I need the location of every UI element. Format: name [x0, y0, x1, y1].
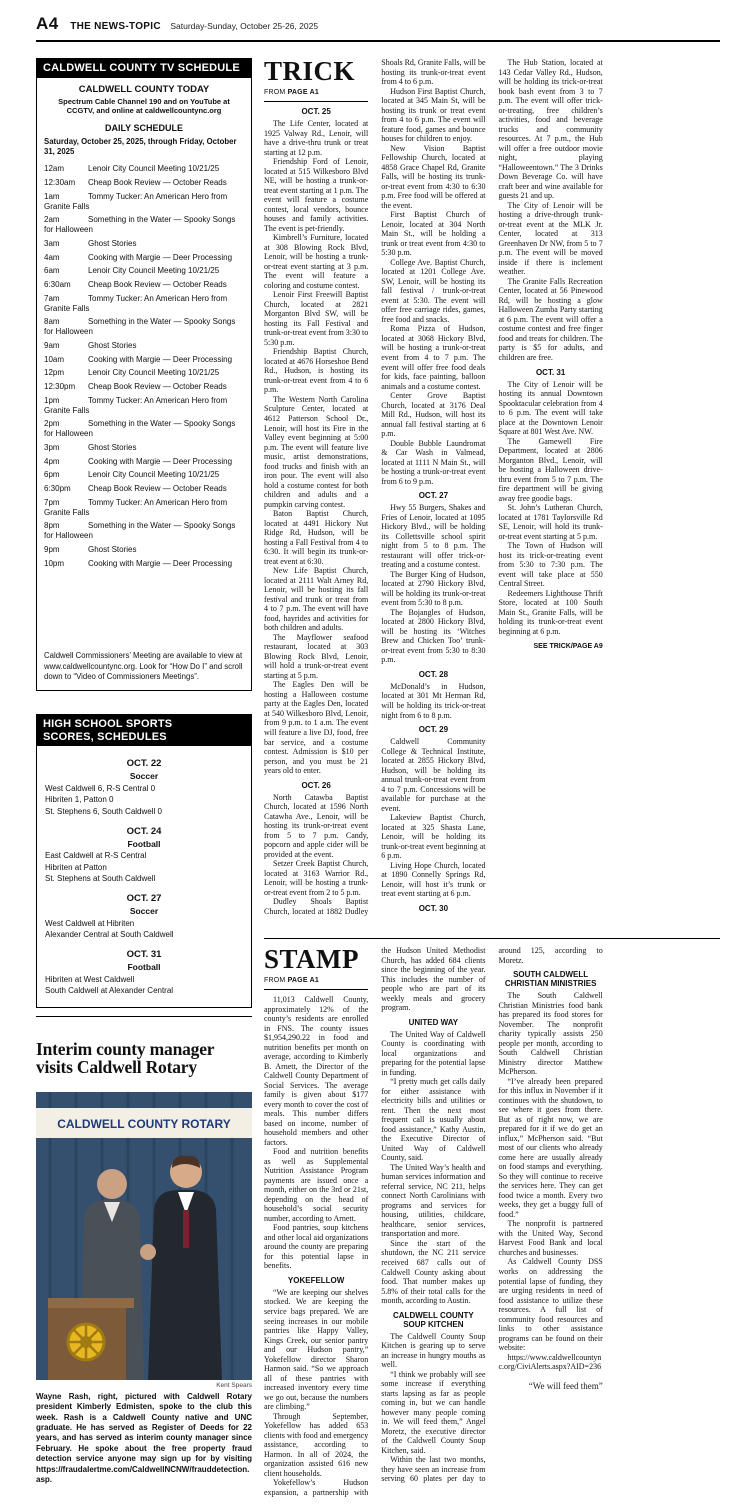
paragraph: Redeemers Lighthouse Thrift Store, located at 100 South Main St., Granite Falls, will be holding its trunk-or-treat event beginning at 6 p.m.: [498, 588, 603, 636]
paragraph: The South Caldwell Christian Ministries food bank has prepared its food stores for November. The nonprofit charity typically assists 250 people per month, according to South Caldwell Christian Ministry director Matthew McPherson.: [498, 991, 603, 1077]
tv-entry-program: Ghost Stories: [88, 544, 137, 554]
rotary-banner-text: CALDWELL COUNTY ROTARY: [57, 1116, 231, 1131]
tv-entry: [44, 178, 244, 188]
paragraph: Roma Pizza of Hudson, located at 3068 Hickory Blvd, will be hosting a trunk-or-treat event from 4 to 7 p.m. The event will offer free food deals for kids, face painting, balloon animals and a costume contest.: [381, 324, 486, 391]
paragraph: Through September, Yokefellow has added 653 clients with food and emergency assistance, according to Harmon. In all of 2024, the organization assisted 616 new client households.: [264, 1411, 369, 1478]
tv-entry-time: 7pm: [44, 497, 60, 507]
tv-entry-time: 12:30am: [44, 178, 76, 188]
trick-flow: [264, 58, 603, 924]
tv-entry-program: Lenoir City Council Meeting 10/21/25: [88, 266, 220, 276]
paragraph: “I pretty much get calls daily for either assistance with electricity bills and utilities or rent. Then the next most frequent call is usually about food assistance,” Kathy Austin, the Executive Director of United Way of Caldwell County, said.: [381, 1077, 486, 1163]
sports-date: OCT. 31: [126, 949, 162, 961]
sports-result-line: West Caldwell at Hibriten: [45, 918, 135, 928]
tv-entry-program: Tommy Tucker: An American Hero from Granite Falls: [44, 191, 228, 211]
tv-entry-time: 8pm: [44, 521, 60, 531]
tv-entry-time: 10am: [44, 354, 65, 364]
rotary-headline: Interim county manager visits Caldwell Rotary: [36, 1038, 215, 1078]
paragraph: Hwy 55 Burgers, Shakes and Fries of Lenoir, located at 1095 Hickory Blvd., will be holding its Collettsville school spirit night from 5 to 8 p.m. The restaurant will offer trick-or-treating and a costume contest.: [381, 503, 486, 570]
sports-date: OCT. 24: [126, 825, 162, 837]
paragraph: College Ave. Baptist Church, located at 1201 College Ave. SW, Lenoir, will be hosting its fall festival / trunk-or-treat event at 5:30. The event will offer free carriage rides, games, free food and snacks.: [381, 257, 486, 324]
tv-entry: [44, 545, 244, 555]
tv-entry: [44, 470, 244, 480]
paragraph: The Hub Station, located at 143 Cedar Valley Rd., Hudson, will be holding its trick-or-treat book bash event from 3 to 7 p.m. The event will offer trick-or-treating, free children’s activities, food and beverage trucks and community resources. At 7 p.m., the Hub will offer a free outdoor movie night, playing “Halloweentown.” The 3 Drinks Down Beverage Co. will have craft beer and wine available for guests 21 and up.: [498, 58, 603, 201]
trick-headline-block: [264, 58, 368, 102]
stamp-flow: [264, 946, 603, 1498]
rotary-photo: [36, 1092, 252, 1380]
tv-entry-program: Cooking with Margie — Deer Processing: [88, 456, 233, 466]
tv-entry-program: Tommy Tucker: An American Hero from Granite Falls: [44, 293, 228, 313]
sports-result-line: West Caldwell 6, R-S Central 0: [45, 783, 156, 793]
paragraph: “We are keeping our shelves stocked. We are keeping the service bags prepared. We are seeing increases in our mobile pantries like Happy Valley, Kings Creek, our senior pantry and our Hudson pantry,” Yokefellow director Sharon Harmon said. “So we approach all of these pantries with increased inventory every time we go out, because the numbers are climbing.”: [264, 1287, 369, 1412]
trick-frompage: [264, 89, 368, 96]
sports-sport: Football: [127, 838, 161, 849]
stamp-headline: STAMP: [264, 944, 359, 974]
tv-schedule-subtitle: Spectrum Cable Channel 190 and on YouTube at CCGTV, and online at caldwellcountync.org: [58, 96, 230, 116]
stamp-article: [264, 938, 720, 1498]
sports-section: [45, 949, 243, 995]
sports-result-line: South Caldwell at Alexander Central: [45, 986, 174, 996]
section-subhead: OCT. 28: [418, 669, 449, 679]
tv-entry-time: 10pm: [44, 558, 65, 568]
sports-banner-line2: SCORES, SCHEDULES: [43, 730, 167, 743]
sports-result-line: St. Stephens 6, South Caldwell 0: [45, 806, 162, 816]
pull-quote: “We will feed them”: [528, 1380, 603, 1391]
sports-section: [45, 826, 243, 884]
issue-date: Saturday-Sunday, October 25-26, 2025: [170, 21, 319, 31]
paragraph: Friendship Baptist Church, located at 4676 Horseshoe Bend Rd., Hudson, is hosting its trunk-or-treat event from 4 to 6 p.m.: [264, 347, 369, 395]
tv-entry-program: Lenoir City Council Meeting 10/21/25: [88, 470, 220, 480]
paragraph: Dudley Shoals Baptist Church, located at 1882 Dudley Shoals Rd, Granite Falls, will be hosting its trunk-or-treat event from 4 to 6 p.m.: [264, 58, 486, 916]
tv-entry: [44, 253, 244, 263]
tv-entry: [44, 294, 244, 314]
paragraph: The City of Lenoir will be hosting its annual Downtown Spooktacular celebration from 4 to 6 p.m. The event will take place at the Downtown Lenoir Square at 801 West Ave. NW.: [498, 379, 603, 437]
tv-entry: [44, 419, 244, 439]
paragraph: Within the last two months, they have seen an increase from serving 60 plates per day to around 125, according to Moretz.: [381, 946, 603, 1484]
paragraph: New Vision Baptist Fellowship Church, located at 4858 Grace Chapel Rd, Granite Falls, will be hosting its trunk-or-treat event from 4:30 to 6:30 p.m. Free food will be offered at the event.: [381, 143, 486, 210]
sports-result-line: Hibriten at West Caldwell: [45, 974, 135, 984]
paragraph: Since the start of the shutdown, the NC 211 service received 687 calls out of Caldwell County asking about food. That number makes up 5.8% of their total calls for the month, according to Austin.: [381, 1238, 486, 1306]
tv-entry-time: 12am: [44, 164, 65, 174]
tv-entry: [44, 396, 244, 416]
paragraph: Center Grove Baptist Church, located at 3176 Deal Mill Rd., Hudson, will host its annual fall festival starting at 6 p.m.: [381, 391, 486, 439]
paragraph: New Life Baptist Church, located at 2111 Walt Arney Rd, Lenoir, will be hosting its fall festival and trunk or treat from 4 to 7 p.m. The event will have food, hayrides and activities for both children and adults.: [264, 566, 369, 633]
tv-entry: [44, 521, 244, 541]
section-subhead: YOKEFELLOW: [287, 1275, 345, 1285]
handshake: [140, 1244, 156, 1260]
tv-entry: [44, 266, 244, 276]
tv-entry-program: Cooking with Margie — Deer Processing: [88, 354, 233, 364]
sports-date: OCT. 22: [126, 758, 162, 770]
paragraph: The Life Center, located at 1925 Valway Rd., Lenoir, will have a drive-thru trunk or treat starting at 12 p.m.: [264, 119, 369, 157]
tv-entry: [44, 443, 244, 453]
tv-schedule-banner: CALDWELL COUNTY TV SCHEDULE: [37, 59, 251, 78]
tv-schedule-list: [44, 160, 244, 568]
tv-schedule-date-range: Saturday, October 25, 2025, through Friday, October 31, 2025: [44, 137, 237, 157]
tv-entry-time: 6:30pm: [44, 484, 71, 494]
tv-entry-program: Cheap Book Review — October Reads: [88, 484, 227, 494]
tv-entry-time: 7am: [44, 293, 60, 303]
tv-entry: [44, 341, 244, 351]
paragraph: The nonprofit is partnered with the United Way, Second Harvest Food Bank and local churches and businesses.: [498, 1219, 603, 1257]
tv-entry-time: 4pm: [44, 456, 60, 466]
tv-entry-time: 9pm: [44, 544, 60, 554]
paragraph: Living Hope Church, located at 1890 Connelly Springs Rd, Lenoir, will host it’s trunk or treat event starting at 6 p.m.: [381, 860, 486, 899]
paragraph: The Bojangles of Hudson, located at 2800 Hickory Blvd, will be hosting its ‘Witches Brew and Chicken Too’ trunk-or-treat event from 5:30 to 8:30 p.m.: [381, 607, 486, 665]
stamp-columns: [264, 946, 720, 1498]
section-subhead: UNITED WAY: [408, 1017, 459, 1027]
section-subhead: OCT. 26: [301, 780, 331, 790]
tv-entry: [44, 498, 244, 518]
page-number: A4: [36, 14, 59, 33]
sports-section: [45, 893, 243, 939]
sports-result-line: Hibriten 1, Patton 0: [45, 795, 114, 805]
tv-entry-program: Something in the Water — Spooky Songs for Halloween: [44, 419, 236, 439]
paragraph: Caldwell Community College & Technical Institute, located at 2855 Hickory Blvd, Hudson, will be holding its annual trunk-or-treat event from 4 to 7 p.m. Concessions will be available for purchase at the event.: [381, 737, 486, 813]
tv-entry-time: 12:30pm: [44, 382, 76, 392]
tv-entry-time: 1am: [44, 191, 60, 201]
paragraph: Food pantries, soup kitchens and other local aid organizations around the county are preparing for this potential lapse in benefits.: [264, 1223, 369, 1271]
section-subhead: OCT. 30: [418, 903, 449, 913]
tv-entry-program: Cooking with Margie — Deer Processing: [88, 558, 233, 568]
section-subhead: SOUTH CALDWELL CHRISTIAN MINISTRIES: [504, 970, 597, 989]
tv-entry-time: 1pm: [44, 395, 60, 405]
paragraph: Double Bubble Laundromat & Car Wash in Valmead, located at 1111 N Main St., will be hosting a trunk-or-treat event from 6 to 9 p.m.: [381, 438, 486, 486]
paragraph: The Eagles Den will be hosting a Halloween costume party at the Eagles Den, located at 540 Wilkesboro Blvd, Lenoir, from 9 p.m. to 1 a.m. The event will feature a live DJ, food, free bar service, and a costume contest. Admission is $10 per person, and you must be 21 years old to enter.: [264, 680, 369, 776]
paragraph: https://www.caldwellcountync.org/CiviAlerts.aspx?AID=236: [498, 1352, 602, 1372]
tv-entry-program: Lenoir City Council Meeting 10/21/25: [88, 368, 220, 378]
sports-date: OCT. 27: [126, 893, 162, 905]
paragraph: “I think we probably will see some increase if everything starts lapsing as far as people coming in, but we can handle however many people coming in. We will feed them,” Angel Moretz, the executive director of the Caldwell County Soup Kitchen, said.: [381, 1369, 486, 1455]
paragraph: The City of Lenoir will be hosting a drive-through trunk-or-treat event at the MLK Jr. Center, located at 313 Greenhaven Dr NW, from 5 to 7 p.m. The event will be moved inside if there is inclement weather.: [498, 200, 603, 277]
tv-entry-program: Ghost Stories: [88, 238, 137, 248]
tv-entry-program: Ghost Stories: [88, 442, 137, 452]
tv-entry-time: 2pm: [44, 419, 60, 429]
tv-entry-program: Ghost Stories: [88, 340, 137, 350]
tv-entry-time: 12pm: [44, 368, 65, 378]
trick-columns: [264, 58, 720, 924]
tv-entry-program: Cheap Book Review — October Reads: [88, 382, 227, 392]
tv-entry-program: Cheap Book Review — October Reads: [88, 178, 227, 188]
sports-banner-line1: HIGH SCHOOL SPORTS: [43, 718, 173, 730]
section-subhead: OCT. 29: [418, 725, 449, 735]
paragraph: Yokefellow’s Hudson expansion, a partnership with the Hudson United Methodist Church, has added 684 clients since the beginning of the year. This includes the number of people who are part of its weekly meals and grocery program.: [264, 946, 486, 1497]
tv-entry-time: 4am: [44, 252, 60, 262]
paragraph: St. John’s Lutheran Church, located at 1781 Taylorsville Rd SE, Lenoir, will hold its trunk-or-treat event starting at 5 p.m.: [498, 503, 603, 541]
tv-entry: [44, 355, 244, 365]
tv-daily-schedule-heading: DAILY SCHEDULE: [104, 123, 184, 134]
sports-result-line: Alexander Central at South Caldwell: [45, 930, 174, 940]
paragraph: Baton Baptist Church, located at 4491 Hickory Nut Ridge Rd, Hudson, will be hosting a Fall Festival from 4 to 6:30. It will begin its trunk-or-treat event at 6:30.: [264, 509, 369, 566]
rotary-caption: Wayne Rash, right, pictured with Caldwell Rotary president Kimberly Edmisten, spoke to the club this week. Rash is a Caldwell County native and UNC graduate. He has served as Register of Deeds for 22 years, and has served as interim county manager since February. He spoke about the free property fraud detection service anyone may sign up for by visiting https://fraudalertme.com/CaldwellNCNW/frauddetection.asp.: [36, 1391, 252, 1484]
frompage-page: PAGE A1: [287, 89, 319, 96]
trick-article: [264, 58, 720, 924]
tv-entry-program: Cooking with Margie — Deer Processing: [88, 252, 233, 262]
tv-entry: [44, 382, 244, 392]
paragraph: Lenoir First Freewill Baptist Church, located at 2821 Morganton Blvd SW, will be hosting its Fall Festival and trunk-or-treat event from 3:30 to 5:30 p.m.: [264, 290, 369, 347]
section-subhead: CALDWELL COUNTY SOUP KITCHEN: [393, 1310, 474, 1329]
tv-entry-time: 6:30am: [44, 280, 71, 290]
sports-box: [36, 714, 252, 1008]
rotary-article: [36, 1016, 252, 1485]
paragraph: The Gamewell Fire Department, located at 2806 Morganton Blvd., Lenoir, will be hosting a Halloween drive-thru event from 5 to 7 p.m. The fire department will be giving away free goodie bags.: [498, 436, 603, 503]
tv-entry-time: 6pm: [44, 470, 60, 480]
tv-entry-time: 6am: [44, 266, 60, 276]
paragraph: “I’ve already been prepared for this influx in November if it continues with the shutdown, to see where it goes from there. But as of right now, we are prepared for it if we do get an influx,” McPherson said. “But most of our clients who already come here are usually already on food stamps and everything. So they will continue to receive the services here. They can get food twice a month. Every two weeks, they get a buggy full of food.”: [498, 1076, 603, 1219]
sports-result-line: Hibriten at Patton: [45, 862, 107, 872]
masthead: [36, 14, 720, 42]
tv-entry: [44, 317, 244, 337]
tv-entry: [44, 215, 244, 235]
paragraph: 11,013 Caldwell County, approximately 12% of the county’s residents are enrolled in FNS. The county issues $1,954,290.22 in food and nutrition benefits per month on average, according to Kimberly B. Arnett, the Director of the Caldwell County Department of Social Services. The average family is given about $177 every month to cover the cost of meals. This number differs based on income, number of household members and other factors.: [264, 995, 369, 1147]
jump-line: SEE TRICK/PAGE A9: [533, 643, 603, 651]
sports-sport: Soccer: [129, 771, 159, 782]
paragraph: North Catawba Baptist Church, located at 1596 North Catawba Ave., Lenoir, will be hosting its trunk-or-treat event from 5 to 7 p.m. Candy, popcorn and apple cider will be provided at the event.: [264, 792, 369, 859]
sports-result-line: East Caldwell at R-S Central: [45, 851, 147, 861]
sports-sport: Soccer: [129, 906, 159, 917]
tv-entry-time: 9am: [44, 340, 60, 350]
tv-entry-program: Something in the Water — Spooky Songs for Halloween: [44, 215, 236, 235]
tv-entry-time: 8am: [44, 317, 60, 327]
sports-list: [37, 746, 251, 1007]
tv-entry-program: Cheap Book Review — October Reads: [88, 280, 227, 290]
frompage-page: PAGE A1: [287, 977, 319, 984]
tv-schedule-footer: Caldwell Commissioners’ Meeting are available to view at www.caldwellcountync.org. Look for “How Do I” and scroll down to “Video of Commissioners Meetings”.: [44, 651, 243, 682]
photo-credit: Kent Spears: [216, 1381, 252, 1389]
tv-entry-program: Something in the Water — Spooky Songs for Halloween: [44, 521, 236, 541]
section-subhead: OCT. 31: [535, 367, 566, 377]
tv-entry: [44, 559, 244, 569]
stamp-frompage: [264, 977, 368, 984]
paragraph: The Mayflower seafood restaurant, located at 303 Blowing Rock Blvd, Lenoir, will hold a trunk-or-treat event starting at 5 p.m.: [264, 632, 369, 680]
tv-entry: [44, 164, 244, 174]
paragraph: The Western North Carolina Sculpture Center, located at 4612 Patterson School Dr., Lenoir, will host its Fire in the Valley event beginning at 5:00 p.m. The event will feature live music, artist demonstrations, food trucks and finish with an iron pour. The event will also hold a costume contest for both children and adults and a pumpkin carving contest.: [264, 394, 369, 509]
tv-entry: [44, 457, 244, 467]
tv-entry-program: Lenoir City Council Meeting 10/21/25: [88, 164, 220, 174]
paragraph: Setzer Creek Baptist Church, located at 3163 Warrior Rd., Lenoir, will be hosting a trunk-or-treat event from 2 to 5 p.m.: [264, 859, 369, 897]
section-subhead: OCT. 25: [301, 107, 331, 116]
sports-banner: [37, 715, 251, 746]
trick-headline: TRICK: [264, 58, 356, 86]
tv-entry-program: Something in the Water — Spooky Songs for Halloween: [44, 317, 236, 337]
sports-section: [45, 758, 243, 816]
newspaper-name: THE NEWS-TOPIC: [70, 21, 161, 32]
tv-entry-time: 3am: [44, 238, 60, 248]
stamp-headline-block: [264, 946, 368, 990]
frompage-prefix: FROM: [264, 89, 286, 96]
paragraph: Friendship Ford of Lenoir, located at 515 Wilkesboro Blvd NE, will be hosting a trunk-or-treat event starting at 1 p.m. The event will feature a costume contest, local vendors, bounce houses and family activities. The event is pet-friendly.: [264, 157, 369, 233]
paragraph: Hudson First Baptist Church, located at 345 Main St, will be hosting its trunk or treat event from 4 to 6 p.m. The event will feature food, games and bounce houses for children to enjoy.: [381, 86, 486, 144]
paragraph: Lakeview Baptist Church, located at 325 Shasta Lane, Lenoir, will be holding its trunk-or-treat event beginning at 6 p.m.: [381, 813, 486, 861]
paragraph: The United Way’s health and human services information and referral service, NC 211, helps connect North Carolinians with programs and services for housing, utilities, childcare, healthcare, senior services, transportation and more.: [381, 1162, 486, 1239]
paragraph: First Baptist Church of Lenoir, located at 304 North Main St., will be holding a trunk or treat event from 4:30 to 5:30 p.m.: [381, 210, 486, 258]
tv-entry: [44, 280, 244, 290]
paragraph: Food and nutrition benefits as well as Supplemental Nutrition Assistance Program payments are issued once a month, either on the 3rd or 21st, depending on the head of household’s social security number, according to Arnett.: [264, 1147, 369, 1223]
paragraph: The Caldwell County Soup Kitchen is gearing up to serve an increase in hungry mouths as well.: [381, 1331, 486, 1370]
sports-result-line: St. Stephens at South Caldwell: [45, 874, 156, 884]
tv-entry-program: Tommy Tucker: An American Hero from Granite Falls: [44, 395, 228, 415]
tv-entry: [44, 368, 244, 378]
tv-entry-time: 3pm: [44, 442, 60, 452]
tv-entry: [44, 484, 244, 494]
tv-entry: [44, 239, 244, 249]
frompage-prefix: FROM: [264, 977, 286, 984]
paragraph: Kimbrell’s Furniture, located at 308 Blowing Rock Blvd, Lenoir, will be hosting a trunk-or-treat event starting at 3 p.m. The event will feature a coloring and costume contest.: [264, 233, 369, 290]
tv-entry-program: Tommy Tucker: An American Hero from Granite Falls: [44, 497, 228, 517]
paragraph: The Town of Hudson will host its trick-or-treating event from 5:30 to 7:30 p.m. The event will take place at 550 Central Street.: [498, 541, 603, 589]
paragraph: The Granite Falls Recreation Center, located at 56 Pinewood Rd, will be hosting a glow Halloween Zumba Party starting at 6 p.m. The event will offer a costume contest and free finger food and treats for children. The party is $5 for adults, and children are free.: [498, 276, 603, 362]
tv-entry: [44, 192, 244, 212]
tv-entry-time: 2am: [44, 215, 60, 225]
tv-schedule-title: CALDWELL COUNTY TODAY: [78, 83, 210, 95]
tv-schedule-body: [37, 78, 251, 690]
sports-sport: Football: [127, 962, 161, 973]
tv-schedule-box: [36, 58, 252, 691]
paragraph: McDonald’s in Hudson, located at 301 Mt Herman Rd, will be holding its trick-or-treat night from 6 to 8 p.m.: [381, 681, 486, 720]
section-subhead: OCT. 27: [418, 491, 449, 501]
paragraph: As Caldwell County DSS works on addressing the potential lapse of funding, they are urging residents in need of food assistance to utilize these resources. A full list of community food resources and links to other assistance programs can be found on their website:: [498, 1257, 603, 1353]
paragraph: The United Way of Caldwell County is coordinating with local organizations and preparing for the potential lapse in funding.: [381, 1029, 486, 1077]
podium: [48, 1298, 134, 1380]
paragraph: The Burger King of Hudson, located at 2790 Hickory Blvd, will be holding its trunk-or-treat event from 5:30 to 8 p.m.: [381, 569, 486, 608]
